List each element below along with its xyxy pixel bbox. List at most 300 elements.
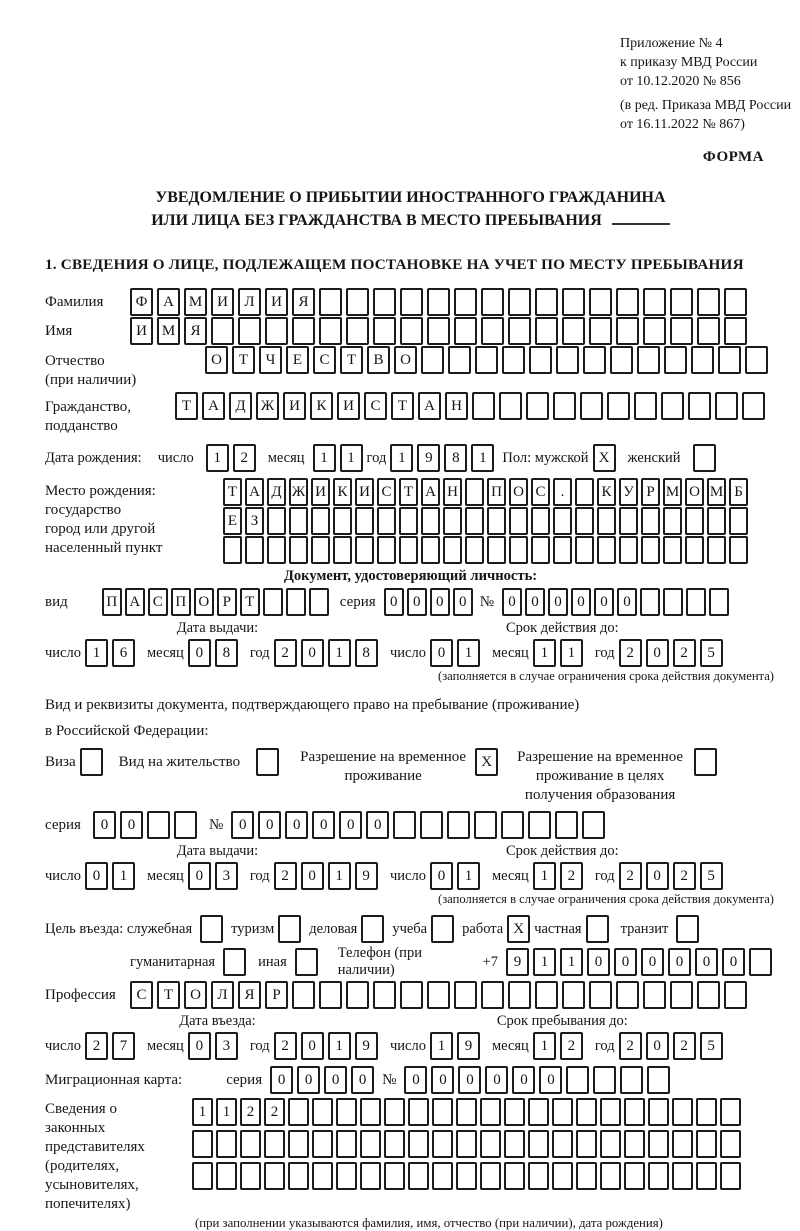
form-cell[interactable]: 2 [85,1032,108,1060]
form-cell[interactable] [720,1130,741,1158]
form-cell[interactable] [528,1162,549,1190]
form-cell[interactable]: 0 [430,862,453,890]
form-cell[interactable]: 0 [404,1066,427,1094]
form-cell[interactable] [531,536,550,564]
form-cell[interactable] [443,507,462,535]
form-cell[interactable] [709,588,729,616]
form-cell[interactable] [465,478,484,506]
form-cell[interactable] [676,915,699,943]
form-cell[interactable] [697,288,720,316]
form-cell[interactable]: А [245,478,264,506]
form-cell[interactable]: 2 [619,862,642,890]
form-cell[interactable] [475,346,498,374]
form-cell[interactable]: 0 [502,588,522,616]
form-cell[interactable] [481,317,504,345]
form-cell[interactable] [384,1162,405,1190]
form-cell[interactable]: О [394,346,417,374]
form-cell[interactable] [745,346,768,374]
form-cell[interactable]: 0 [430,639,453,667]
form-cell[interactable] [456,1162,477,1190]
form-cell[interactable]: А [418,392,441,420]
form-cell[interactable] [408,1098,429,1126]
form-cell[interactable] [597,507,616,535]
form-cell[interactable]: Ч [259,346,282,374]
form-cell[interactable]: 8 [444,444,467,472]
form-cell[interactable] [707,507,726,535]
form-cell[interactable]: П [102,588,122,616]
form-cell[interactable]: 2 [240,1098,261,1126]
form-cell[interactable] [309,588,329,616]
form-cell[interactable] [691,346,714,374]
form-cell[interactable] [643,981,666,1009]
form-cell[interactable] [289,507,308,535]
form-cell[interactable] [504,1130,525,1158]
form-cell[interactable] [576,1162,597,1190]
form-cell[interactable]: 0 [384,588,404,616]
form-cell[interactable]: М [707,478,726,506]
form-cell[interactable]: 8 [215,639,238,667]
form-cell[interactable]: 0 [366,811,389,839]
form-cell[interactable] [263,588,283,616]
form-cell[interactable] [400,317,423,345]
form-cell[interactable] [607,392,630,420]
form-cell[interactable] [427,317,450,345]
form-cell[interactable] [472,392,495,420]
form-cell[interactable]: Т [223,478,242,506]
form-cell[interactable] [553,536,572,564]
form-cell[interactable] [288,1130,309,1158]
form-cell[interactable] [355,507,374,535]
form-cell[interactable] [624,1130,645,1158]
form-cell[interactable] [223,948,246,976]
form-cell[interactable] [408,1162,429,1190]
form-cell[interactable]: X [475,748,498,776]
form-cell[interactable]: 0 [85,862,108,890]
form-cell[interactable] [408,1130,429,1158]
form-cell[interactable] [663,507,682,535]
form-cell[interactable]: Е [286,346,309,374]
form-cell[interactable] [718,346,741,374]
form-cell[interactable] [336,1130,357,1158]
form-cell[interactable] [361,915,384,943]
form-cell[interactable]: И [337,392,360,420]
form-cell[interactable] [589,317,612,345]
form-cell[interactable]: 1 [533,948,556,976]
form-cell[interactable] [575,536,594,564]
form-cell[interactable] [664,346,687,374]
form-cell[interactable] [216,1130,237,1158]
form-cell[interactable]: Р [641,478,660,506]
form-cell[interactable] [319,317,342,345]
form-cell[interactable] [384,1098,405,1126]
form-cell[interactable] [688,392,711,420]
form-cell[interactable]: 0 [617,588,637,616]
form-cell[interactable] [346,981,369,1009]
form-cell[interactable]: 1 [560,639,583,667]
form-cell[interactable] [312,1130,333,1158]
form-cell[interactable] [616,317,639,345]
form-cell[interactable] [311,507,330,535]
form-cell[interactable]: 0 [431,1066,454,1094]
form-cell[interactable] [529,346,552,374]
form-cell[interactable] [697,981,720,1009]
form-cell[interactable] [575,478,594,506]
form-cell[interactable] [200,915,223,943]
form-cell[interactable] [421,536,440,564]
form-cell[interactable] [575,507,594,535]
form-cell[interactable] [474,811,497,839]
form-cell[interactable] [264,1130,285,1158]
form-cell[interactable] [670,317,693,345]
form-cell[interactable]: 0 [231,811,254,839]
form-cell[interactable]: 0 [641,948,664,976]
form-cell[interactable] [192,1130,213,1158]
form-cell[interactable] [696,1098,717,1126]
form-cell[interactable] [288,1162,309,1190]
form-cell[interactable]: 0 [258,811,281,839]
form-cell[interactable]: А [202,392,225,420]
form-cell[interactable]: М [157,317,180,345]
form-cell[interactable]: Л [238,288,261,316]
form-cell[interactable] [456,1130,477,1158]
form-cell[interactable] [610,346,633,374]
form-cell[interactable]: Ф [130,288,153,316]
form-cell[interactable]: 0 [722,948,745,976]
form-cell[interactable]: 0 [548,588,568,616]
form-cell[interactable] [643,288,666,316]
form-cell[interactable]: 0 [324,1066,347,1094]
form-cell[interactable]: 0 [407,588,427,616]
form-cell[interactable]: 0 [301,862,324,890]
form-cell[interactable] [465,536,484,564]
form-cell[interactable] [481,288,504,316]
form-cell[interactable]: 0 [339,811,362,839]
form-cell[interactable] [400,981,423,1009]
form-cell[interactable] [448,346,471,374]
form-cell[interactable] [336,1098,357,1126]
form-cell[interactable] [504,1162,525,1190]
form-cell[interactable]: 2 [560,1032,583,1060]
form-cell[interactable]: 0 [93,811,116,839]
form-cell[interactable] [586,915,609,943]
form-cell[interactable]: В [367,346,390,374]
form-cell[interactable] [311,536,330,564]
form-cell[interactable] [267,536,286,564]
form-cell[interactable] [245,536,264,564]
form-cell[interactable]: 1 [457,862,480,890]
form-cell[interactable]: 9 [506,948,529,976]
form-cell[interactable]: 1 [471,444,494,472]
form-cell[interactable]: 0 [188,639,211,667]
form-cell[interactable] [597,536,616,564]
form-cell[interactable] [715,392,738,420]
form-cell[interactable]: 2 [673,1032,696,1060]
form-cell[interactable] [663,536,682,564]
form-cell[interactable]: О [509,478,528,506]
form-cell[interactable]: 2 [274,639,297,667]
form-cell[interactable]: 9 [457,1032,480,1060]
form-cell[interactable] [312,1162,333,1190]
form-cell[interactable] [256,748,279,776]
form-cell[interactable]: 0 [453,588,473,616]
form-cell[interactable] [724,981,747,1009]
form-cell[interactable]: 1 [390,444,413,472]
form-cell[interactable]: И [130,317,153,345]
form-cell[interactable] [174,811,197,839]
form-cell[interactable] [400,288,423,316]
form-cell[interactable] [535,288,558,316]
form-cell[interactable]: 2 [274,1032,297,1060]
form-cell[interactable]: 0 [301,639,324,667]
form-cell[interactable] [729,507,748,535]
form-cell[interactable] [443,536,462,564]
form-cell[interactable]: 1 [457,639,480,667]
form-cell[interactable] [670,288,693,316]
form-cell[interactable]: М [184,288,207,316]
form-cell[interactable]: 1 [560,948,583,976]
form-cell[interactable] [373,981,396,1009]
form-cell[interactable] [502,346,525,374]
form-cell[interactable] [481,981,504,1009]
form-cell[interactable] [619,507,638,535]
form-cell[interactable] [264,1162,285,1190]
form-cell[interactable]: О [205,346,228,374]
form-cell[interactable] [216,1162,237,1190]
form-cell[interactable]: 0 [270,1066,293,1094]
form-cell[interactable]: П [487,478,506,506]
form-cell[interactable] [508,288,531,316]
form-cell[interactable] [454,288,477,316]
form-cell[interactable] [670,981,693,1009]
form-cell[interactable] [634,392,657,420]
form-cell[interactable]: 2 [673,639,696,667]
form-cell[interactable]: 1 [340,444,363,472]
form-cell[interactable] [427,288,450,316]
form-cell[interactable] [576,1098,597,1126]
form-cell[interactable] [562,981,585,1009]
form-cell[interactable] [696,1130,717,1158]
form-cell[interactable]: 0 [695,948,718,976]
form-cell[interactable]: Я [292,288,315,316]
form-cell[interactable]: Т [391,392,414,420]
form-cell[interactable]: 9 [417,444,440,472]
form-cell[interactable] [346,317,369,345]
form-cell[interactable]: Е [223,507,242,535]
form-cell[interactable] [672,1162,693,1190]
form-cell[interactable]: И [211,288,234,316]
form-cell[interactable]: Я [184,317,207,345]
form-cell[interactable]: . [553,478,572,506]
form-cell[interactable]: С [148,588,168,616]
form-cell[interactable]: И [265,288,288,316]
form-cell[interactable] [552,1162,573,1190]
form-cell[interactable] [238,317,261,345]
form-cell[interactable] [509,507,528,535]
form-cell[interactable]: К [310,392,333,420]
form-cell[interactable] [620,1066,643,1094]
form-cell[interactable] [355,536,374,564]
form-cell[interactable] [661,392,684,420]
form-cell[interactable]: И [311,478,330,506]
form-cell[interactable] [278,915,301,943]
form-cell[interactable]: 1 [533,1032,556,1060]
form-cell[interactable] [465,507,484,535]
form-cell[interactable] [377,536,396,564]
form-cell[interactable] [643,317,666,345]
form-cell[interactable] [504,1098,525,1126]
form-cell[interactable]: Т [232,346,255,374]
form-cell[interactable]: О [184,981,207,1009]
form-cell[interactable]: 0 [594,588,614,616]
form-cell[interactable] [535,317,558,345]
form-cell[interactable]: 1 [430,1032,453,1060]
form-cell[interactable]: 5 [700,862,723,890]
form-cell[interactable]: М [663,478,682,506]
form-cell[interactable]: 0 [430,588,450,616]
form-cell[interactable]: 0 [512,1066,535,1094]
form-cell[interactable] [454,317,477,345]
form-cell[interactable] [346,288,369,316]
form-cell[interactable]: А [157,288,180,316]
form-cell[interactable] [211,317,234,345]
form-cell[interactable]: 1 [328,1032,351,1060]
form-cell[interactable] [562,288,585,316]
form-cell[interactable] [640,588,660,616]
form-cell[interactable]: С [377,478,396,506]
form-cell[interactable] [432,1098,453,1126]
form-cell[interactable]: А [125,588,145,616]
form-cell[interactable] [480,1162,501,1190]
form-cell[interactable]: 1 [328,639,351,667]
form-cell[interactable] [624,1098,645,1126]
form-cell[interactable] [624,1162,645,1190]
form-cell[interactable]: Ж [289,478,308,506]
form-cell[interactable] [648,1162,669,1190]
form-cell[interactable]: 7 [112,1032,135,1060]
form-cell[interactable] [312,1098,333,1126]
form-cell[interactable]: 1 [192,1098,213,1126]
form-cell[interactable]: X [507,915,530,943]
form-cell[interactable]: П [171,588,191,616]
form-cell[interactable]: 3 [215,1032,238,1060]
form-cell[interactable]: Н [443,478,462,506]
form-cell[interactable]: 2 [619,639,642,667]
form-cell[interactable]: 2 [264,1098,285,1126]
form-cell[interactable]: Н [445,392,468,420]
form-cell[interactable]: 0 [297,1066,320,1094]
form-cell[interactable]: Ж [256,392,279,420]
form-cell[interactable]: Р [217,588,237,616]
form-cell[interactable] [295,948,318,976]
form-cell[interactable] [637,346,660,374]
form-cell[interactable]: 9 [355,1032,378,1060]
form-cell[interactable] [192,1162,213,1190]
form-cell[interactable] [508,981,531,1009]
form-cell[interactable] [240,1130,261,1158]
form-cell[interactable] [552,1130,573,1158]
form-cell[interactable] [292,317,315,345]
form-cell[interactable]: С [531,478,550,506]
form-cell[interactable] [265,317,288,345]
form-cell[interactable] [535,981,558,1009]
form-cell[interactable] [616,288,639,316]
form-cell[interactable]: И [283,392,306,420]
form-cell[interactable]: 5 [700,1032,723,1060]
form-cell[interactable] [509,536,528,564]
form-cell[interactable] [528,811,551,839]
form-cell[interactable] [480,1098,501,1126]
form-cell[interactable] [556,346,579,374]
form-cell[interactable] [562,317,585,345]
form-cell[interactable]: Л [211,981,234,1009]
form-cell[interactable] [421,346,444,374]
form-cell[interactable] [427,981,450,1009]
form-cell[interactable] [456,1098,477,1126]
form-cell[interactable] [421,507,440,535]
form-cell[interactable]: С [364,392,387,420]
form-cell[interactable] [336,1162,357,1190]
form-cell[interactable]: Д [229,392,252,420]
form-cell[interactable] [696,1162,717,1190]
form-cell[interactable]: 0 [458,1066,481,1094]
form-cell[interactable]: А [421,478,440,506]
form-cell[interactable] [373,288,396,316]
form-cell[interactable] [447,811,470,839]
form-cell[interactable]: 2 [619,1032,642,1060]
form-cell[interactable] [672,1130,693,1158]
form-cell[interactable] [600,1162,621,1190]
form-cell[interactable] [555,811,578,839]
form-cell[interactable] [685,536,704,564]
form-cell[interactable]: З [245,507,264,535]
form-cell[interactable]: Б [729,478,748,506]
form-cell[interactable]: 0 [539,1066,562,1094]
form-cell[interactable] [528,1098,549,1126]
form-cell[interactable] [641,507,660,535]
form-cell[interactable] [648,1098,669,1126]
form-cell[interactable]: 0 [525,588,545,616]
form-cell[interactable] [487,536,506,564]
form-cell[interactable]: 1 [85,639,108,667]
form-cell[interactable] [288,1098,309,1126]
form-cell[interactable] [432,1162,453,1190]
form-cell[interactable] [576,1130,597,1158]
form-cell[interactable]: 1 [313,444,336,472]
form-cell[interactable]: 3 [215,862,238,890]
form-cell[interactable]: 8 [355,639,378,667]
form-cell[interactable]: 6 [112,639,135,667]
form-cell[interactable] [583,346,606,374]
form-cell[interactable] [531,507,550,535]
form-cell[interactable] [508,317,531,345]
form-cell[interactable]: 0 [571,588,591,616]
form-cell[interactable] [528,1130,549,1158]
form-cell[interactable]: И [355,478,374,506]
form-cell[interactable] [663,588,683,616]
form-cell[interactable] [333,536,352,564]
form-cell[interactable]: 0 [646,1032,669,1060]
form-cell[interactable]: 1 [533,862,556,890]
form-cell[interactable] [147,811,170,839]
form-cell[interactable] [724,317,747,345]
form-cell[interactable]: 0 [646,639,669,667]
form-cell[interactable] [693,444,716,472]
form-cell[interactable] [454,981,477,1009]
form-cell[interactable]: 0 [301,1032,324,1060]
form-cell[interactable]: Т [175,392,198,420]
form-cell[interactable]: Р [265,981,288,1009]
form-cell[interactable] [360,1098,381,1126]
